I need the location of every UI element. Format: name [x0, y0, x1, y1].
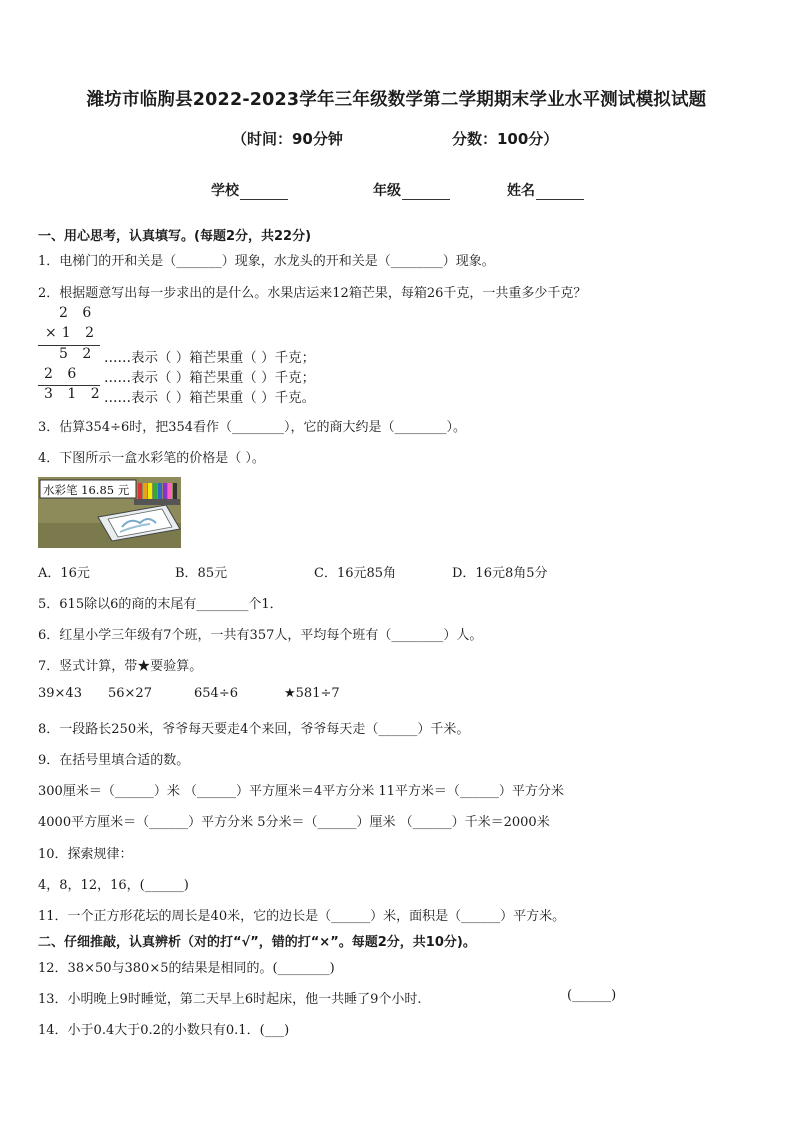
option-b: B．85元 — [175, 566, 228, 581]
calc-note-1: ……表示（ ）箱芒果重（ ）千克； — [104, 350, 316, 366]
question-7: 7．竖式计算，带★要验算。 — [38, 659, 203, 674]
question-3: 3．估算354÷6时，把354看作（________），它的商大约是（________）。 — [38, 420, 467, 435]
grade-field — [373, 180, 450, 200]
school-label: 学校 — [211, 183, 239, 199]
option-c: C．16元85角 — [314, 566, 397, 581]
option-d: D．16元8角5分 — [452, 566, 548, 581]
school-blank — [240, 185, 288, 200]
school-field — [211, 180, 288, 200]
calc-row-2: ×1 2 — [45, 325, 99, 341]
section-1-heading: 一、用心思考，认真填写。(每题2分，共22分) — [38, 229, 312, 244]
grade-blank — [402, 185, 450, 200]
exam-score: 分数：100分） — [452, 130, 559, 148]
question-8: 8．一段路长250米，爷爷每天要走4个来回，爷爷每天走（______）千米。 — [38, 722, 470, 737]
picture-price-label: 水彩笔 16.85 元 — [43, 483, 130, 497]
q7-item-2: 56×27 — [108, 686, 152, 701]
question-10: 10．探索规律： — [38, 847, 133, 862]
calc-row-3: 5 2 — [59, 346, 97, 362]
question-10-sequence: 4，8，12，16，(______) — [38, 878, 189, 893]
name-label: 姓名 — [507, 183, 535, 199]
question-9-line-1: 300厘米＝（______）米 （______）平方厘米＝4平方分米 11平方米＝（______）平方分米 — [38, 784, 564, 799]
watercolor-pen-picture — [38, 477, 181, 548]
question-2: 2．根据题意写出每一步求出的是什么。水果店运来12箱芒果，每箱26千克，一共重多少千克？ — [38, 286, 587, 301]
grade-label: 年级 — [373, 183, 401, 199]
question-1: 1．电梯门的开和关是（_______）现象，水龙头的开和关是（________）现象。 — [38, 254, 495, 269]
question-13-blank: (______) — [567, 988, 617, 1003]
question-5: 5．615除以6的商的末尾有________个1． — [38, 597, 283, 612]
q7-item-4: ★581÷7 — [284, 686, 340, 701]
q7-item-3: 654÷6 — [194, 686, 238, 701]
section-2-heading: 二、仔细推敲，认真辨析（对的打“√”，错的打“×”。每题2分，共10分)。 — [38, 935, 476, 950]
question-9-line-2: 4000平方厘米＝（______）平方分米 5分米＝（______）厘米 （______）千米＝2000米 — [38, 815, 550, 830]
name-field — [507, 180, 584, 200]
calc-note-2: ……表示（ ）箱芒果重（ ）千克； — [104, 370, 316, 386]
calc-note-3: ……表示（ ）箱芒果重（ ）千克。 — [104, 390, 316, 406]
calc-row-4: 2 6 — [44, 366, 82, 382]
calc-row-5: 3 1 2 — [44, 386, 105, 402]
question-4: 4．下图所示一盒水彩笔的价格是（ ）。 — [38, 451, 265, 466]
page-title: 潍坊市临朐县2022-2023学年三年级数学第二学期期末学业水平测试模拟试题 — [86, 90, 707, 110]
exam-time: （时间：90分钟 — [232, 130, 343, 148]
question-9: 9．在括号里填合适的数。 — [38, 753, 190, 768]
question-14: 14．小于0.4大于0.2的小数只有0.1．(___) — [38, 1023, 290, 1038]
q7-item-1: 39×43 — [38, 686, 82, 701]
question-13: 13．小明晚上9时睡觉，第二天早上6时起床，他一共睡了9个小时. — [38, 992, 422, 1007]
question-6: 6．红星小学三年级有7个班，一共有357人，平均每个班有（________）人。 — [38, 628, 483, 643]
calc-row-1: 2 6 — [59, 305, 97, 321]
question-11: 11．一个正方形花坛的周长是40米，它的边长是（______）米，面积是（______）平方米。 — [38, 909, 566, 924]
question-12: 12．38×50与380×5的结果是相同的。(________) — [38, 961, 335, 976]
name-blank — [536, 185, 584, 200]
option-a: A．16元 — [38, 566, 90, 581]
